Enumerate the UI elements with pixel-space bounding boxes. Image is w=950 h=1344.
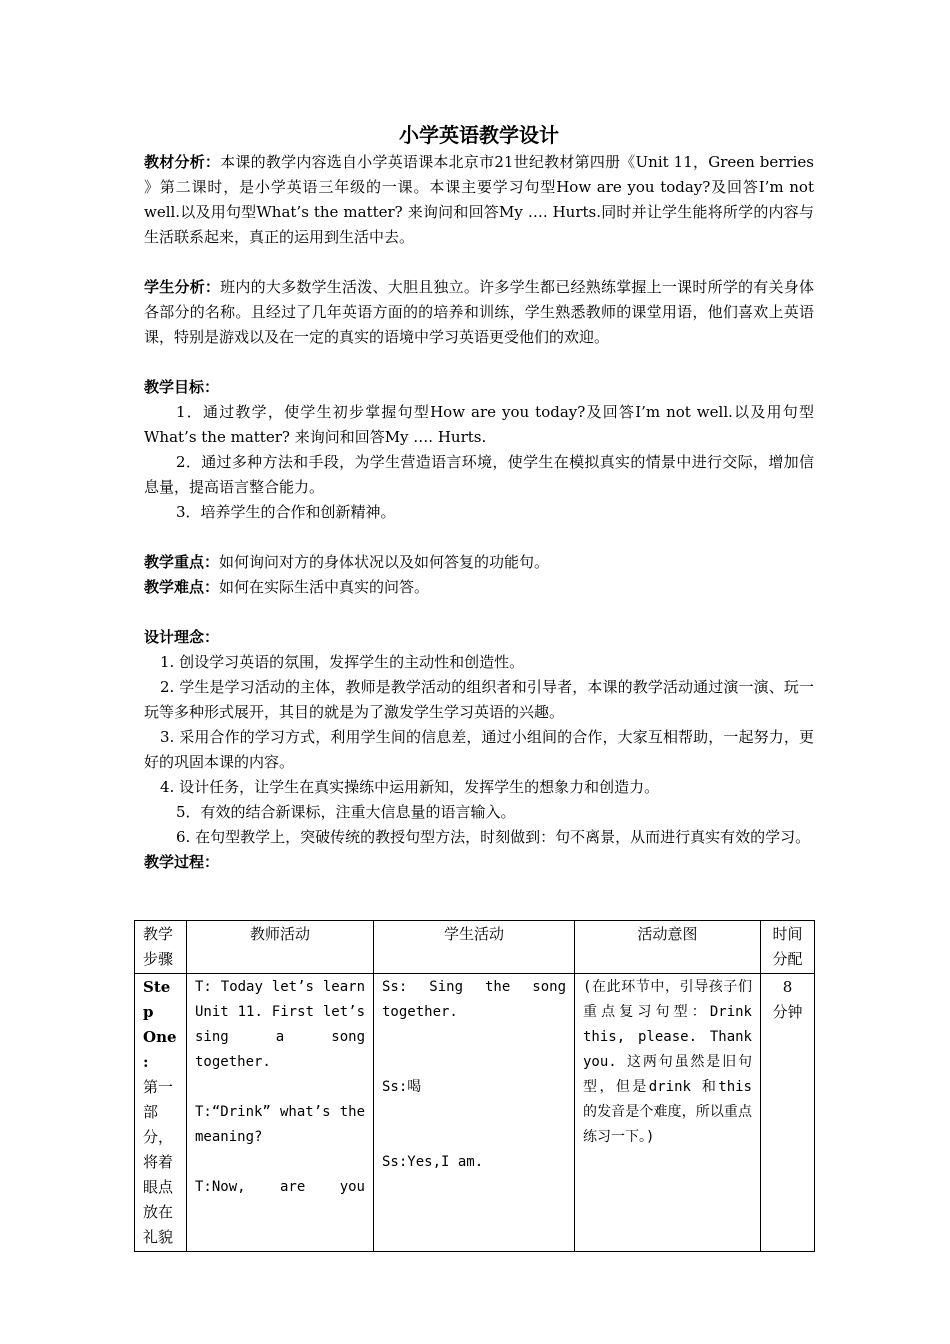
goal-item: 2．通过多种方法和手段，为学生营造语言环境，使学生在模拟真实的情景中进行交际，增加信息量，提高语言整合能力。 xyxy=(144,453,814,496)
goal-item: 3．培养学生的合作和创新精神。 xyxy=(176,503,396,521)
student-cell xyxy=(374,974,575,1252)
materials-analysis xyxy=(144,150,814,250)
table-header-row xyxy=(135,921,815,974)
students-label: 学生分析： xyxy=(144,278,221,296)
student-analysis xyxy=(144,275,814,350)
process-table xyxy=(134,920,815,1252)
header-student: 学生活动 xyxy=(374,921,575,974)
difficulty-label: 教学难点： xyxy=(144,578,220,596)
students-text: 班内的大多数学生活泼、大胆且独立。许多学生都已经熟练掌握上一课时所学的有关身体各部分的名称。且经过了几年英语方面的的培养和训练，学生熟悉教师的课堂用语，他们喜欢上英语课，特别是游戏以及在一定的真实的语境中学习英语更受他们的欢迎。 xyxy=(144,278,814,346)
concept-label: 设计理念： xyxy=(144,628,220,646)
concept-item: 6. 在句型教学上，突破传统的教授句型方法，时刻做到：句不离景，从而进行真实有效的学习。 xyxy=(176,828,811,846)
header-teacher: 教师活动 xyxy=(187,921,374,974)
goals-label: 教学目标： xyxy=(144,378,220,396)
header-step: 教学步骤 xyxy=(135,921,187,974)
concept-item: 3. 采用合作的学习方式，利用学生间的信息差，通过小组间的合作，大家互相帮助，一起努力，更好的巩固本课的内容。 xyxy=(144,728,814,771)
concept-item: 2. 学生是学习活动的主体，教师是教学活动的组织者和引导者，本课的教学活动通过演一演、玩一玩等多种形式展开，其目的就是为了激发学生学习英语的兴趣。 xyxy=(144,678,814,721)
time-value: 8 xyxy=(782,978,793,996)
teacher-line: T:“Drink” what’s the meaning? xyxy=(195,1104,365,1145)
header-intent: 活动意图 xyxy=(575,921,761,974)
time-unit: 分钟 xyxy=(772,1003,803,1021)
intent-text: (在此环节中，引导孩子们重点复习句型：Drink this, please. Thank you. 这两句虽然是旧句型，但是drink 和this 的发音是个难度，所以重点练习一下。) xyxy=(583,979,752,1145)
concept-item: 4. 设计任务，让学生在真实操练中运用新知，发挥学生的想象力和创造力。 xyxy=(160,778,660,796)
concept-item: 5．有效的结合新课标，注重大信息量的语言输入。 xyxy=(176,803,516,821)
page-title: 小学英语教学设计 xyxy=(399,123,559,147)
materials-text: 本课的教学内容选自小学英语课本北京市21世纪教材第四册《Unit 11，Green berries 》第二课时，是小学英语三年级的一课。本课主要学习句型How are you today?及回答I’m not well.以及用句型What’s the matter? 来询问和回答My …. Hurts.同时并让学生能将所学的内容与生活联系起来，真正的运用到生活中去。 xyxy=(144,153,814,246)
step-cell xyxy=(135,974,187,1252)
key-point-label: 教学重点： xyxy=(144,553,220,571)
key-point xyxy=(144,550,814,575)
teacher-cell xyxy=(187,974,374,1252)
goal-item: 1．通过教学，使学生初步掌握句型How are you today?及回答I’m not well.以及用句型What’s the matter? 来询问和回答My …. Hurts. xyxy=(144,403,814,446)
document-body xyxy=(144,120,814,875)
step-title: Step One: xyxy=(143,978,177,1071)
step-text: 第一部分，将着眼点放在礼貌 xyxy=(143,1078,174,1246)
student-line: Ss: Sing the song together. xyxy=(382,979,566,1020)
process-label: 教学过程： xyxy=(144,853,220,871)
concept-item: 1. 创设学习英语的氛围，发挥学生的主动性和创造性。 xyxy=(160,653,525,671)
teacher-line: T:Now, are you xyxy=(195,1179,365,1195)
student-line: Ss:喝 xyxy=(382,1079,422,1095)
intent-cell xyxy=(575,974,761,1252)
teacher-line: T: Today let’s learn Unit 11. First let’s sing a song together. xyxy=(195,979,365,1070)
student-line: Ss:Yes,I am. xyxy=(382,1154,484,1170)
difficulty-text: 如何在实际生活中真实的问答。 xyxy=(219,578,430,596)
key-point-text: 如何询问对方的身体状况以及如何答复的功能句。 xyxy=(219,553,550,571)
header-time: 时间分配 xyxy=(761,921,815,974)
difficulty xyxy=(144,575,814,600)
time-cell xyxy=(761,974,815,1252)
materials-label: 教材分析： xyxy=(144,153,221,171)
table-row xyxy=(135,974,815,1252)
